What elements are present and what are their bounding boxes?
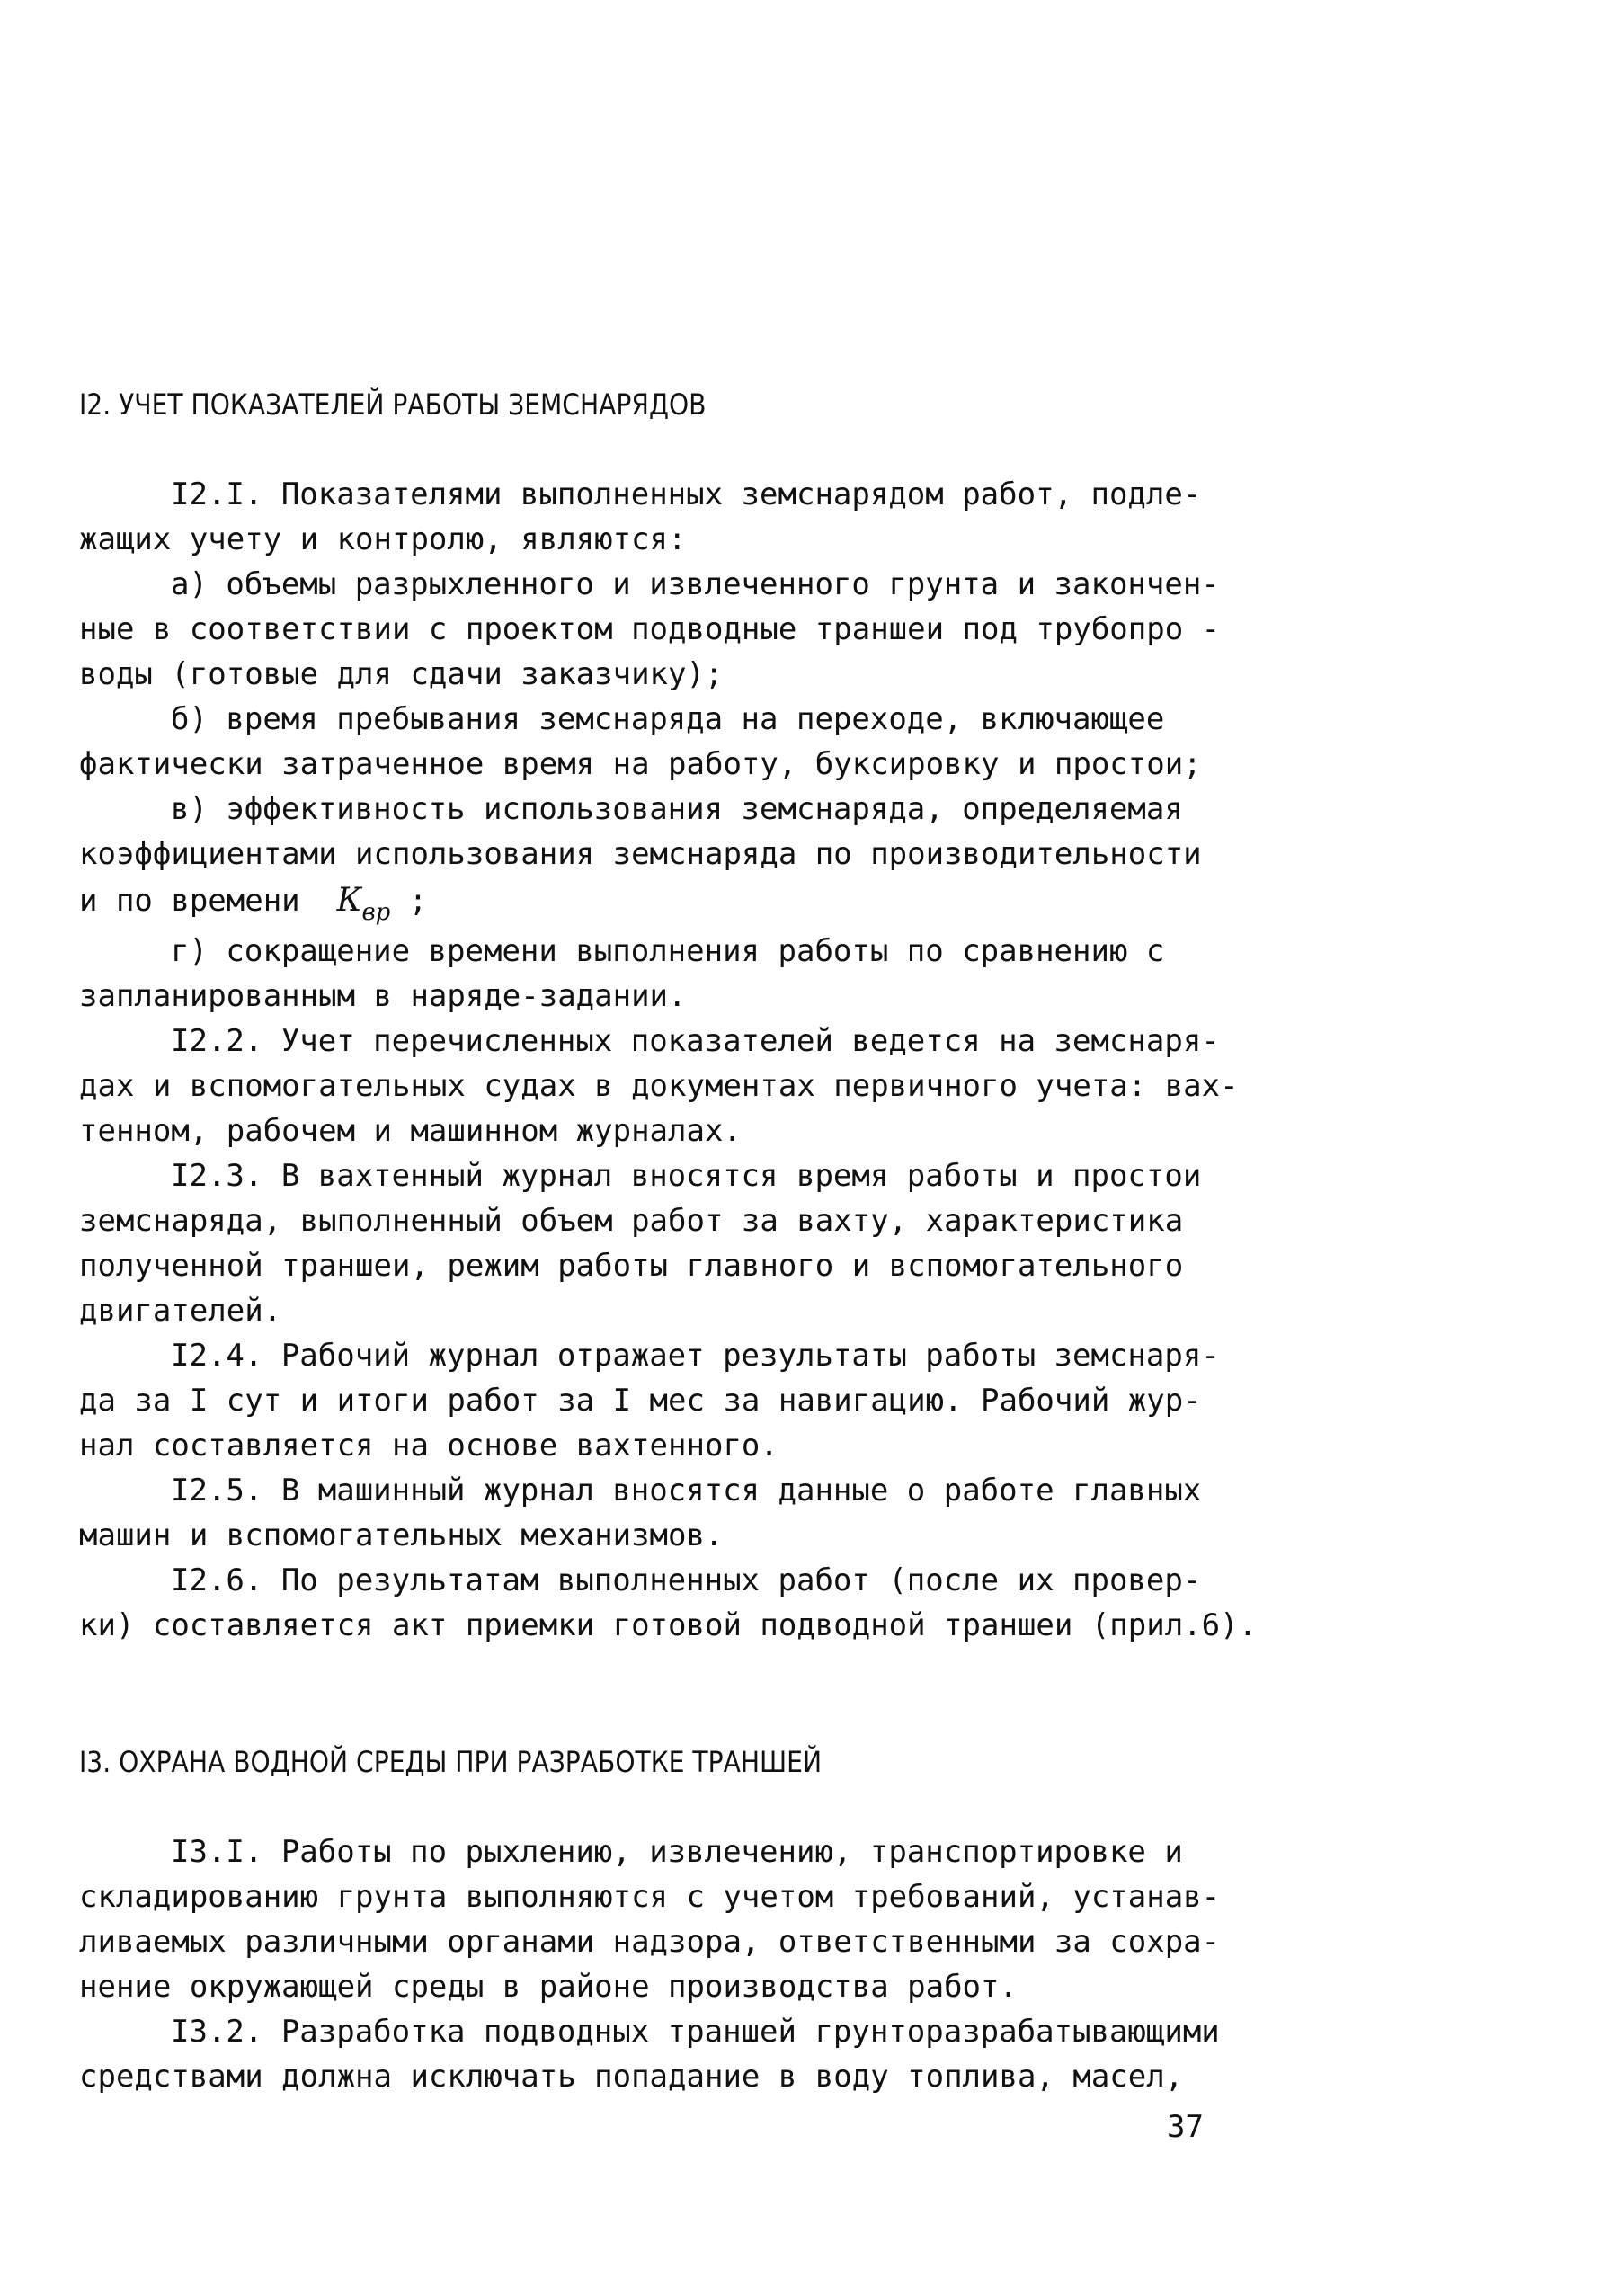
page-number: 37 [1167,2109,1204,2145]
formula-lead-text: и по времени [79,883,337,919]
paragraph-line-with-formula [79,883,427,930]
paragraph-line: б) время пребывания земснаряда на переходе, включающее [171,701,1165,737]
paragraph-line: средствами должна исключать попадание в воду топлива, масел, [79,2059,1184,2095]
paragraph-line: воды (готовые для сдачи заказчику); [79,656,724,692]
section-12-heading: I2. УЧЕТ ПОКАЗАТЕЛЕЙ РАБОТЫ ЗЕМСНАРЯДОВ [79,387,707,422]
paragraph-line: I3.I. Работы по рыхлению, извлечению, транспортировке и [171,1834,1183,1870]
paragraph-line: полученной траншеи, режим работы главного и вспомогательного [79,1248,1184,1284]
paragraph-line: дах и вспомогательных судах в документах первичного учета: вах- [79,1068,1239,1104]
paragraph-line: I2.6. По результатам выполненных работ (после их провер- [171,1562,1202,1598]
paragraph-line: складированию грунта выполняются с учетом требований, устанав- [79,1879,1221,1915]
paragraph-line: в) эффективность использования земснаряда, определяемая [171,791,1183,827]
paragraph-line: фактически затраченное время на работу, буксировку и простои; [79,746,1202,782]
paragraph-line: нал составляется на основе вахтенного. [79,1428,778,1464]
paragraph-line: ки) составляется акт приемки готовой подводной траншеи (прил.6). [79,1607,1258,1643]
paragraph-line: I2.5. В машинный журнал вносятся данные о работе главных [171,1473,1202,1508]
formula-tail: ; [390,883,428,919]
paragraph-line: I2.I. Показателями выполненных земснарядом работ, подле- [171,476,1202,512]
paragraph-line: I3.2. Разработка подводных траншей грунторазрабатывающими [171,2014,1220,2050]
paragraph-line: а) объемы разрыхленного и извлеченного грунта и закончен- [171,566,1220,602]
paragraph-line: машин и вспомогательных механизмов. [79,1517,724,1553]
paragraph-line: двигателей. [79,1293,282,1329]
paragraph-line: г) сокращение времени выполнения работы по сравнению с [171,933,1165,969]
section-13-heading: I3. ОХРАНА ВОДНОЙ СРЕДЫ ПРИ РАЗРАБОТКЕ ТРАНШЕЙ [79,1745,823,1779]
paragraph-line: ливаемых различными органами надзора, ответственными за сохра- [79,1924,1221,1960]
formula-subscript: вр [361,899,391,926]
formula-symbol: К [336,882,362,919]
paragraph-line: жащих учету и контролю, являются: [79,521,687,557]
paragraph-line: земснаряда, выполненный объем работ за вахту, характеристика [79,1203,1184,1239]
paragraph-line: да за I сут и итоги работ за I мес за навигацию. Рабочий жур- [79,1383,1202,1419]
paragraph-line: I2.2. Учет перечисленных показателей ведется на земснаря- [171,1023,1220,1059]
paragraph-line: I2.4. Рабочий журнал отражает результаты работы земснаря- [171,1338,1220,1374]
paragraph-line: коэффициентами использования земснаряда по производительности [79,836,1202,872]
kbr-formula [336,882,391,926]
paragraph-line: ные в соответствии с проектом подводные траншеи под трубопро - [79,611,1221,647]
paragraph-line: I2.3. В вахтенный журнал вносятся время работы и простои [171,1158,1202,1194]
paragraph-line: тенном, рабочем и машинном журналах. [79,1113,742,1149]
paragraph-line: нение окружающей среды в районе производства работ. [79,1969,1018,2005]
paragraph-line: запланированным в наряде-задании. [79,978,687,1014]
